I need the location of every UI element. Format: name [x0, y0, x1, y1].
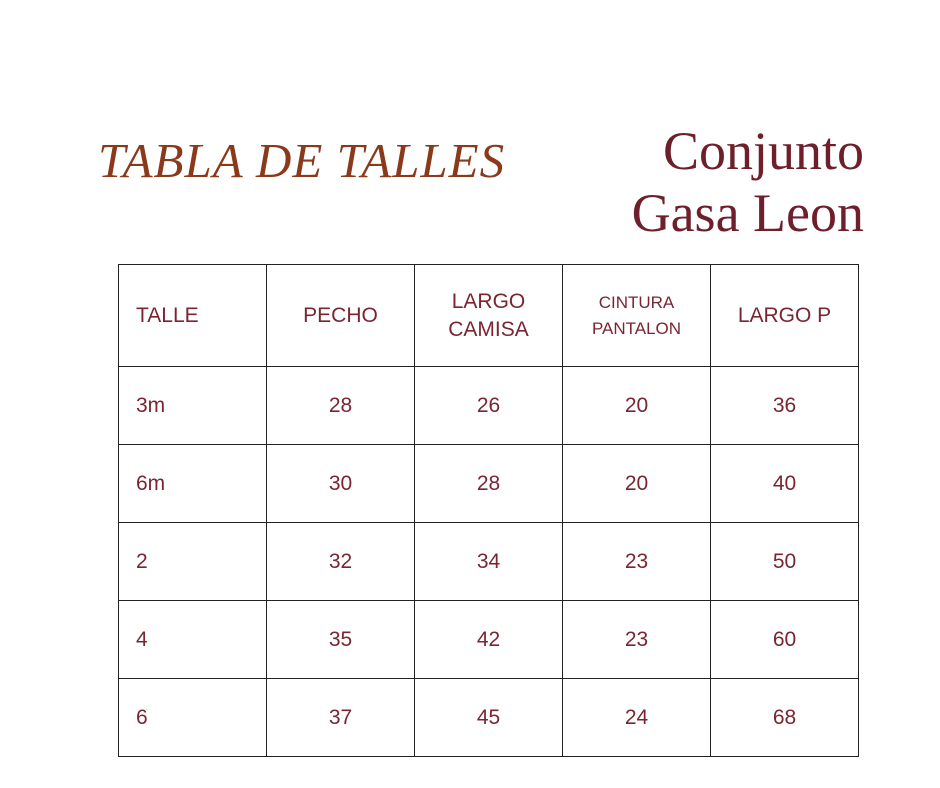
cell-talle: 4	[119, 601, 267, 679]
table-row	[119, 601, 859, 679]
cell-talle: 2	[119, 523, 267, 601]
cell-cintura-pantalon: 20	[563, 445, 711, 523]
cell-talle: 6	[119, 679, 267, 757]
table-header-row	[119, 265, 859, 367]
cell-largo-camisa: 28	[415, 445, 563, 523]
table-row	[119, 679, 859, 757]
header-talle: TALLE	[119, 265, 267, 367]
cell-pecho: 30	[267, 445, 415, 523]
cell-largo-p: 50	[711, 523, 859, 601]
product-name-line-2: Gasa Leon	[631, 183, 864, 243]
table-row	[119, 523, 859, 601]
cell-largo-p: 36	[711, 367, 859, 445]
cell-largo-camisa: 45	[415, 679, 563, 757]
cell-cintura-pantalon: 23	[563, 601, 711, 679]
cell-pecho: 32	[267, 523, 415, 601]
size-table	[118, 264, 859, 757]
cell-pecho: 28	[267, 367, 415, 445]
cell-cintura-pantalon: 20	[563, 367, 711, 445]
cell-largo-camisa: 42	[415, 601, 563, 679]
cell-talle: 3m	[119, 367, 267, 445]
cell-cintura-pantalon: 23	[563, 523, 711, 601]
cell-largo-p: 60	[711, 601, 859, 679]
page-title: TABLA DE TALLES	[98, 133, 506, 188]
cell-pecho: 35	[267, 601, 415, 679]
cell-talle: 6m	[119, 445, 267, 523]
header-largo-p: LARGO P	[711, 265, 859, 367]
cell-pecho: 37	[267, 679, 415, 757]
table-row	[119, 445, 859, 523]
table-row	[119, 367, 859, 445]
header-cintura-pantalon: CINTURA PANTALON	[563, 265, 711, 367]
header-pecho: PECHO	[267, 265, 415, 367]
header-largo-camisa: LARGO CAMISA	[415, 265, 563, 367]
product-name	[596, 120, 864, 244]
cell-largo-camisa: 34	[415, 523, 563, 601]
cell-largo-p: 40	[711, 445, 859, 523]
cell-largo-p: 68	[711, 679, 859, 757]
cell-cintura-pantalon: 24	[563, 679, 711, 757]
product-name-line-1: Conjunto	[662, 121, 864, 181]
cell-largo-camisa: 26	[415, 367, 563, 445]
